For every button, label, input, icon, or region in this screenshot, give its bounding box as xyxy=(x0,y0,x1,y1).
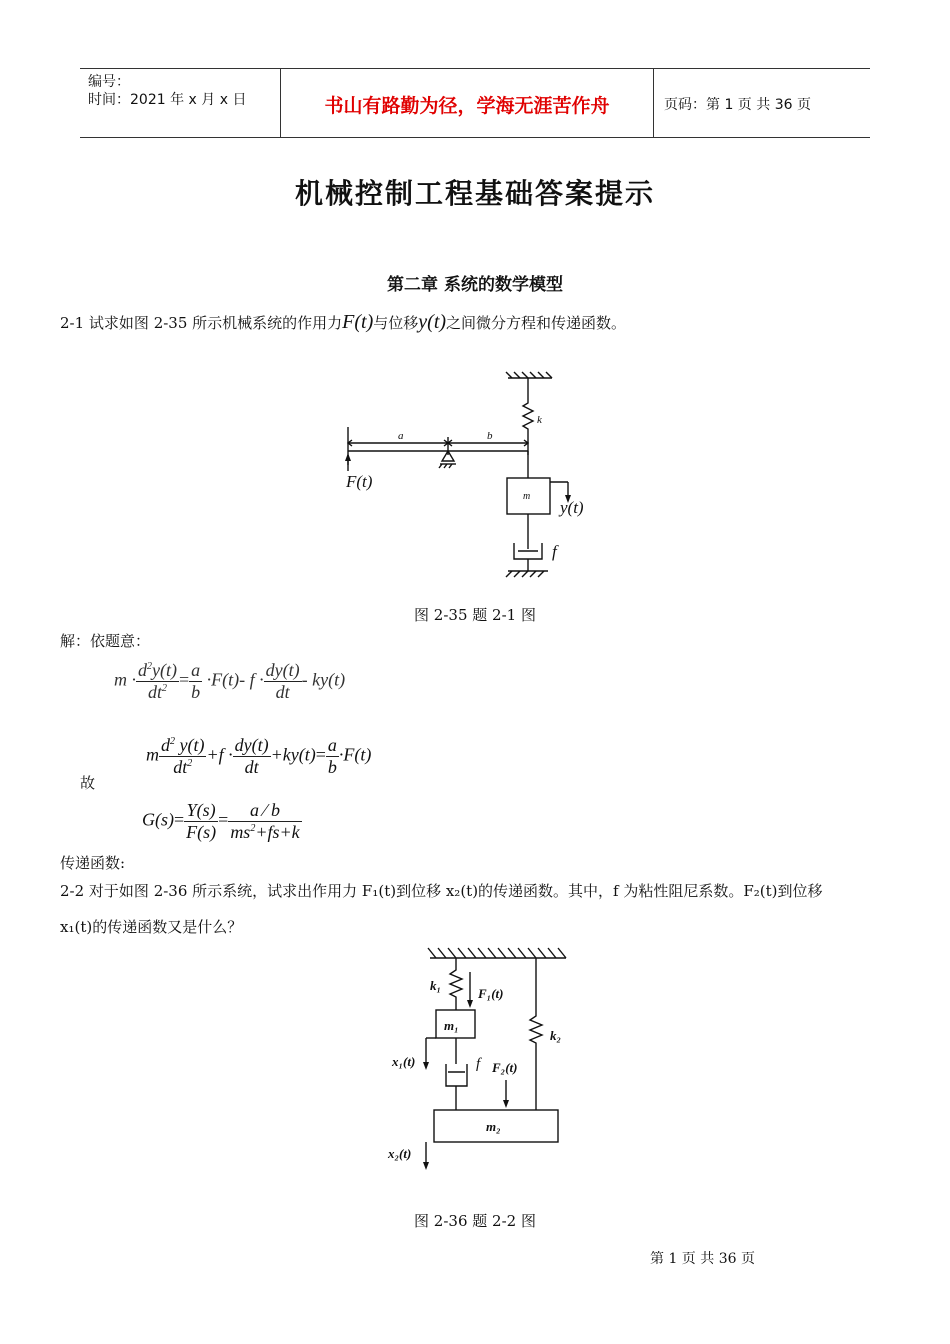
figure-2-35 xyxy=(330,365,620,585)
fig1-label-F: F(t) xyxy=(346,472,373,491)
fig2-label-m1: m₁ xyxy=(444,1018,459,1033)
question-2-1 xyxy=(60,311,626,334)
q1-symbol-y: y(t) xyxy=(418,311,447,333)
document-title: 机械控制工程基础答案提示 xyxy=(294,177,655,210)
header-motto: 书山有路勤为径，学海无涯苦作舟 xyxy=(324,95,610,117)
equation-2: m $\frac{d^2 y(t)}{dt^2}$ +f · $\frac{dy(t)}{dt}$ +ky(t)= $\frac{a}{b}$ ·F(t) xyxy=(146,735,372,777)
header-left xyxy=(88,73,246,109)
q1-text-b: 与位移 xyxy=(373,314,419,332)
equation-3: G(s)= $\frac{Y(s)}{F(s)}$ = $\frac{a ⁄ b}{ms^2+fs+k}$ xyxy=(142,800,300,842)
solution-intro: 解：依题意： xyxy=(60,632,151,650)
question-2-2-line1: 2-2 对于如图 2-36 所示系统，试求出作用力 F₁(t)到位移 x₂(t)的传递函数。其中，f 为粘性阻尼系数。F₂(t)到位移 xyxy=(60,882,823,900)
page-footer: 第 1 页 共 36 页 xyxy=(650,1251,755,1267)
header-table xyxy=(80,68,870,138)
q1-text-c: 之间微分方程和传递函数。 xyxy=(446,314,627,332)
number-label: 编号： xyxy=(88,74,130,90)
fig1-label-y: y(t) xyxy=(560,498,584,517)
figure-2-35-caption: 图 2-35 题 2-1 图 xyxy=(414,606,536,624)
time-label: 时间：2021 年 x 月 x 日 xyxy=(88,92,247,108)
fig1-label-a: a xyxy=(398,430,404,442)
chapter-heading: 第二章 系统的数学模型 xyxy=(387,275,563,295)
fig2-label-F2: F₂(t) xyxy=(492,1060,518,1075)
fig2-label-x2: x₂(t) xyxy=(388,1146,412,1161)
fig1-label-f: f xyxy=(552,542,557,561)
fig2-label-F1: F₁(t) xyxy=(478,986,504,1001)
header-page-info: 页码：第 1 页 共 36 页 xyxy=(664,97,811,113)
fig1-label-m: m xyxy=(523,491,531,502)
question-2-2-line2: x₁(t)的传递函数又是什么？ xyxy=(60,918,243,936)
solution-gu: 故 xyxy=(80,774,96,792)
fig1-label-k: k xyxy=(537,414,542,426)
fig2-label-f: f xyxy=(476,1056,481,1072)
fig2-label-x1: x₁(t) xyxy=(392,1054,416,1069)
q1-text-a: 2-1 试求如图 2-35 所示机械系统的作用力 xyxy=(60,314,343,332)
fig2-label-k1: k₁ xyxy=(430,978,442,993)
figure-2-36 xyxy=(380,940,580,1180)
q1-symbol-F: F(t) xyxy=(342,311,374,333)
solution-tf-label: 传递函数: xyxy=(60,854,126,872)
equation-1: m · $\frac{d^2y(t)}{dt^2}$ = $\frac{a}{b}$ ·F(t)- f · $\frac{dy(t)}{dt}$ - ky(t) xyxy=(114,660,346,702)
fig2-label-m2: m₂ xyxy=(486,1119,501,1134)
header-divider xyxy=(653,69,654,137)
fig1-label-b: b xyxy=(487,430,493,442)
fig2-label-k2: k₂ xyxy=(550,1028,562,1043)
figure-2-36-caption: 图 2-36 题 2-2 图 xyxy=(414,1212,536,1230)
